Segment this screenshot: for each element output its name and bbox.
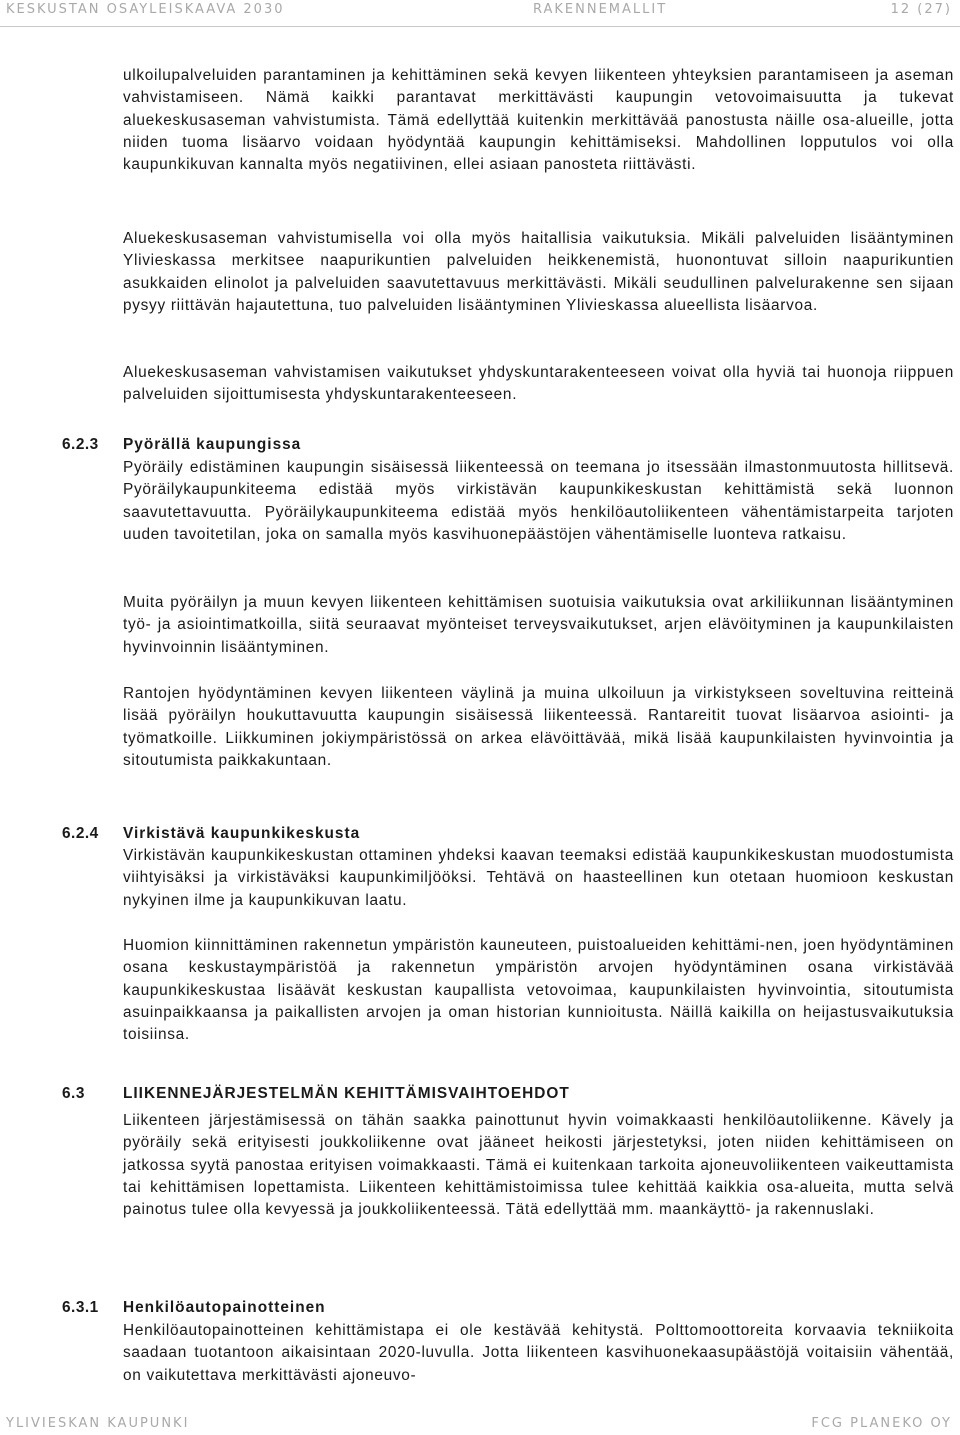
header-section-title: RAKENNEMALLIT — [533, 2, 668, 17]
page-footer — [0, 1412, 960, 1434]
section-6-2-3-number: 6.2.3 — [62, 436, 99, 453]
footer-consultant: FCG PLANEKO OY — [811, 1416, 952, 1431]
section-6-3-1-title: Henkilöautopainotteinen — [123, 1299, 326, 1316]
paragraph-3: Aluekeskusaseman vahvistamisen vaikutukset yhdyskuntarakenteeseen voivat olla hyviä tai huonoja riippuen palveluiden sijoittumisesta yhdyskuntarakenteeseen. — [123, 364, 954, 404]
paragraph-1: ulkoilupalveluiden parantaminen ja kehittäminen sekä kevyen liikenteen yhteyksien parantamiseen ja aseman vahvistamiseen. Nämä kaikki parantavat merkittävästi kaupungin vetovoimaisuutta ja tukevat aluekeskusaseman vahvistumista. Tämä edellyttää kuitenkin merkittävää panostusta näille osa-alueille, jotta niiden tuoma lisäarvo voidaan hyödyntää kaupungin kehittämiseksi. Mahdollinen lopputulos voi olla kaupunkikuvan kannalta myös negatiivinen, ellei asiaan panosteta riittävästi. — [123, 67, 954, 174]
footer-organization: YLIVIESKAN KAUPUNKI — [6, 1416, 190, 1431]
section-6-3-number: 6.3 — [62, 1085, 85, 1102]
section-6-2-4-number: 6.2.4 — [62, 825, 99, 842]
section-6-2-3-title: Pyörällä kaupungissa — [123, 436, 302, 453]
section-6-3-1-number: 6.3.1 — [62, 1299, 99, 1316]
paragraph-2: Aluekeskusaseman vahvistumisella voi olla myös haitallisia vaikutuksia. Mikäli palveluiden lisääntyminen Ylivieskassa merkitsee naapurikuntien palveluiden heikkenemistä, huonontuvat silloin naapurikuntien asukkaiden elinolot ja palveluiden saavutettavuus merkittävästi. Mikäli seudullinen palvelurakenne sen sijaan pysyy riittävän hajautettuna, tuo palveluiden lisääntyminen Ylivieskassa alueellista lisäarvoa. — [123, 230, 954, 314]
page-header — [0, 0, 960, 26]
header-divider — [0, 26, 960, 27]
paragraph-6: Rantojen hyödyntäminen kevyen liikenteen väylinä ja muina ulkoiluun ja virkistykseen soveltuvina reitteinä lisää pyöräilyn houkuttavuutta kaupungin sisäisessä liikenteessä. Rantareitit tuovat lisäarvoa asiointi- ja työmatkoille. Liikkuminen jokiympäristössä on arkea elävöittävää, mikä lisää kaupunkilaisten hyvinvointia ja sitoutumista paikkakuntaan. — [123, 685, 954, 769]
header-document-title: KESKUSTAN OSAYLEISKAAVA 2030 — [6, 2, 285, 17]
section-6-2-4-title: Virkistävä kaupunkikeskusta — [123, 825, 361, 842]
header-page-number: 12 (27) — [890, 2, 952, 17]
paragraph-10: Henkilöautopainotteinen kehittämistapa ei ole kestävää kehitystä. Polttomoottoreita korvaavia tekniikoita saadaan tuotantoon aikaisintaan 2020-luvulla. Jotta liikenteen kasvihuonekaasupäästöjä voitaisiin vähentää, on vaikutettava merkittävästi ajoneuvo- — [123, 1322, 954, 1384]
paragraph-7: Virkistävän kaupunkikeskustan ottaminen yhdeksi kaavan teemaksi edistää kaupunkikeskustan muodostumista viihtyisäksi ja virkistäväksi kaupunkimiljööksi. Tehtävä on haasteellinen kun otetaan huomioon keskustan nykyinen ilme ja kaupunkikuvan laatu. — [123, 847, 954, 909]
paragraph-4: Pyöräily edistäminen kaupungin sisäisessä liikenteessä on teemana jo itsessään ilmastonmuutosta hillitsevä. Pyöräilykaupunkiteema edistää myös virkistävän kaupunkikeskustan kehittämistä sekä luonnon saavutettavuutta. Pyöräilykaupunkiteema edistää myös henkilöautoliikenteen vähentämistarpeita tarjoten uuden tavoitetilan, joka on samalla myös kasvihuonepäästöjen vähentämiselle luonteva ratkaisu. — [123, 459, 954, 543]
section-6-3-title: LIIKENNEJÄRJESTELMÄN KEHITTÄMISVAIHTOEHDOT — [123, 1085, 570, 1102]
paragraph-8: Huomion kiinnittäminen rakennetun ympäristön kauneuteen, puistoalueiden kehittämi-nen, joen hyödyntäminen osana keskustaympäristöä ja rakennetun ympäristön arvojen hyödyntäminen osana virkistävää kaupunkikeskustaa lisäävät keskustan kaupallista vetovoimaa, kaupunkilaisten hyvinvointia, sitoutumista asuinpaikkaansa ja paikallisten arvojen ja oman historian kunnioitusta. Näillä kaikilla on heijastusvaikutuksia toisiinsa. — [123, 937, 954, 1044]
paragraph-9: Liikenteen järjestämisessä on tähän saakka painottunut hyvin voimakkaasti henkilöautoliikenne. Kävely ja pyöräily sekä erityisesti joukkoliikenne ovat jääneet heikosti järjestetyksi, joten niiden kehittämiseen on jatkossa syytä panostaa erityisen voimakkaasti. Tämä ei kuitenkaan tarkoita ajoneuvoliikenteen vaikeuttamista tai kehittämisen lopettamista. Liikenteen kehittämistoimissa tulee kehittää kaikkia osa-alueita, mutta selvä painotus tulee olla kevyessä ja joukkoliikenteessä. Tätä edellyttää mm. maankäyttö- ja rakennuslaki. — [123, 1112, 954, 1219]
paragraph-5: Muita pyöräilyn ja muun kevyen liikenteen kehittämisen suotuisia vaikutuksia ovat arkiliikunnan lisääntyminen työ- ja asiointimatkoilla, siitä seuraavat myönteiset terveysvaikutukset, arjen elävöityminen ja kaupunkilaisten hyvinvoinnin lisääntyminen. — [123, 594, 954, 656]
